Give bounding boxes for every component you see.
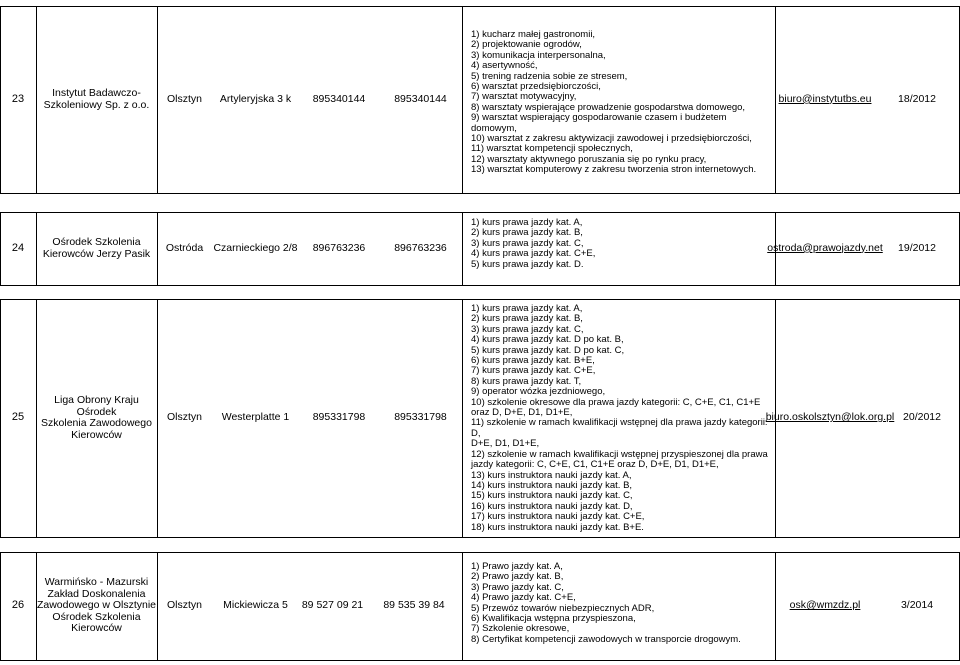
email-link[interactable]: ostroda@prawojazdy.net: [767, 241, 883, 254]
row-number: 23: [11, 92, 25, 105]
row-border: [0, 285, 960, 286]
phone: 896763236: [312, 241, 366, 254]
fax: 896763236: [394, 241, 447, 254]
phone: 89 527 09 21: [301, 599, 364, 612]
email-link[interactable]: osk@wmzdz.pl: [789, 599, 861, 612]
training-list: 1) Prawo jazdy kat. A, 2) Prawo jazdy kat. B, 3) Prawo jazdy kat. C, 4) Prawo jazdy kat. C+E, 5) Przewóz towarów niebezpiecznych ADR, 6) Kwalifikacja wstępna przyspieszona, 7) Szkolenie okresowe, 8) Certyfikat kompetencji zawodowych w transporcie drogowym.: [471, 561, 741, 645]
city: Olsztyn: [166, 599, 202, 612]
email-link[interactable]: biuro.oskolsztyn@lok.org.pl: [765, 411, 895, 424]
row-number: 24: [11, 241, 25, 254]
row-border: [0, 193, 960, 194]
row-number: 25: [11, 411, 25, 424]
address: Czarnieckiego 2/8: [213, 241, 298, 254]
col-border: [462, 212, 463, 285]
col-border: [462, 552, 463, 660]
col-border: [462, 6, 463, 193]
address: Artyleryjska 3 k: [219, 92, 292, 105]
registry-number: 20/2012: [903, 411, 941, 424]
address: Mickiewicza 5: [223, 599, 288, 612]
city: Ostróda: [165, 241, 204, 254]
city: Olsztyn: [166, 411, 202, 424]
email-link[interactable]: biuro@instytutbs.eu: [778, 92, 872, 105]
city: Olsztyn: [166, 92, 202, 105]
institution-name: Liga Obrony Kraju Ośrodek Szkolenia Zawodowego Kierowców: [41, 394, 152, 441]
training-list: 1) kurs prawa jazdy kat. A, 2) kurs prawa jazdy kat. B, 3) kurs prawa jazdy kat. C, 4) kurs prawa jazdy kat. C+E, 5) kurs prawa jazdy kat. D.: [471, 217, 596, 270]
fax: 895340144: [394, 92, 447, 105]
phone: 895331798: [312, 411, 366, 424]
row-border: [0, 537, 960, 538]
row-number: 26: [11, 599, 25, 612]
col-border: [462, 299, 463, 537]
registry-number: 18/2012: [898, 92, 936, 105]
row-border: [0, 660, 960, 661]
fax: 895331798: [394, 411, 447, 424]
institution-name: Ośrodek Szkolenia Kierowców Jerzy Pasik: [42, 236, 151, 260]
phone: 895340144: [312, 92, 366, 105]
institution-name: Warmińsko - Mazurski Zakład Doskonalenia Zawodowego w Olsztynie Ośrodek Szkolenia Kierowców: [36, 576, 157, 635]
institution-name: Instytut Badawczo- Szkoleniowy Sp. z o.o.: [43, 87, 150, 111]
registry-number: 3/2014: [900, 599, 934, 612]
training-list: 1) kucharz małej gastronomii, 2) projektowanie ogrodów, 3) komunikacja interpersonalna, 4) asertywność, 5) trening radzenia sobie ze stresem, 6) warsztat przedsiębiorczości, 7) warsztat motywacyjny, 8) warsztaty wspierające prowadzenie gospodarstwa domowego, 9) warsztat wspierający gospodarowanie czasem i budżetem domowym, 10) warsztat z zakresu aktywizacji zawodowej i przedsiębiorczości, 11) warsztat kompetencji społecznych, 12) warsztaty aktywnego poruszania się po rynku pracy, 13) warsztat komputerowy z zakresu tworzenia stron internetowych.: [471, 29, 757, 176]
address: Westerplatte 1: [221, 411, 290, 424]
registry-number: 19/2012: [898, 241, 936, 254]
training-list: 1) kurs prawa jazdy kat. A, 2) kurs prawa jazdy kat. B, 3) kurs prawa jazdy kat. C, 4) kurs prawa jazdy kat. D po kat. B, 5) kurs prawa jazdy kat. D po kat. C, 6) kurs prawa jazdy kat. B+E, 7) kurs prawa jazdy kat. C+E, 8) kurs prawa jazdy kat. T, 9) operator wózka jezdniowego, 10) szkolenie okresowe dla prawa jazdy kategorii: C, C+E, C1, C1+E oraz D, D+E, D1, D1+E, 11) szkolenie w ramach kwalifikacji wstępnej dla prawa jazdy kategorii: D, D+E, D1, D1+E, 12) szkolenie w ramach kwalifikacji wstępnej przyspieszonej dla prawa jazdy kategorii: C, C+E, C1, C1+E oraz D, D+E, D1, D1+E, 13) kurs instruktora nauki jazdy kat. A, 14) kurs instruktora nauki jazdy kat. B, 15) kurs instruktora nauki jazdy kat. C, 16) kurs instruktora nauki jazdy kat. D, 17) kurs instruktora nauki jazdy kat. C+E, 18) kurs instruktora nauki jazdy kat. B+E.: [471, 303, 768, 533]
fax: 89 535 39 84: [383, 599, 445, 612]
